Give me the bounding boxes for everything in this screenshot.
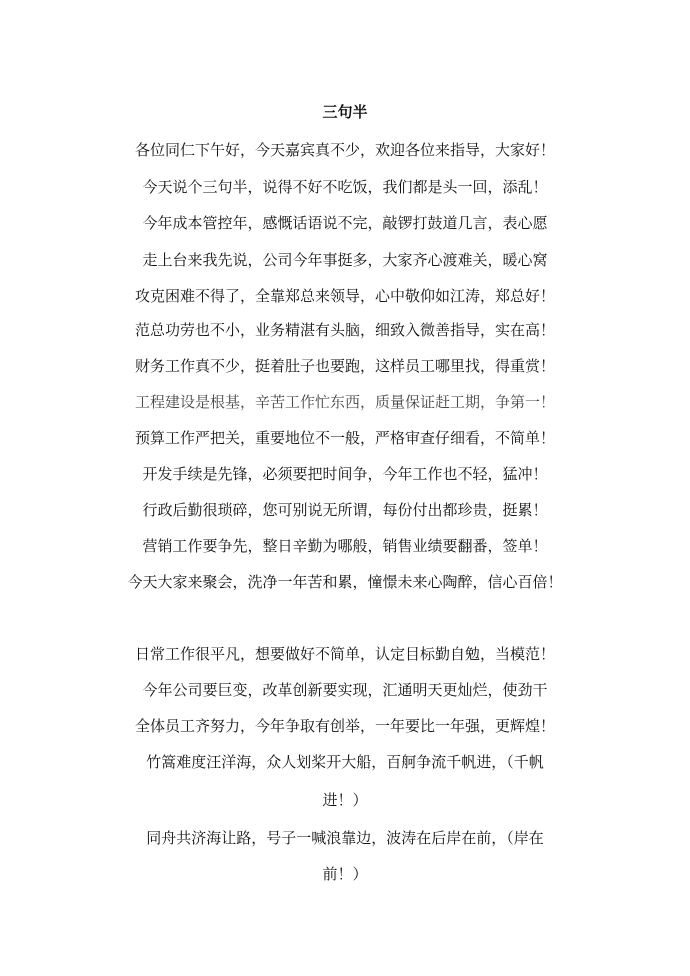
text-line: 今天大家来聚会，洗净一年苦和累，憧憬未来心陶醉，信心百倍！	[127, 573, 563, 591]
text-line: 同舟共济海让路，号子一喊浪靠边，波涛在后岸在前，（岸在	[146, 829, 544, 847]
document-title: 三句半	[322, 103, 368, 121]
text-line: 今年公司要巨变，改革创新要实现，汇通明天更灿烂，使劲干	[142, 681, 548, 699]
text-line: 全体员工齐努力，今年争取有创举，一年要比一年强，更辉煌！	[134, 717, 555, 735]
text-line: 财务工作真不少，挺着肚子也要跑，这样员工哪里找，得重赏！	[134, 357, 555, 375]
text-line: 走上台来我先说，公司今年事挺多，大家齐心渡难关，暖心窝	[142, 251, 548, 269]
text-line: 攻克困难不得了，全靠郑总来领导，心中敬仰如江涛，郑总好！	[134, 287, 555, 305]
text-line: 日常工作很平凡，想要做好不简单，认定目标勤自勉，当模范！	[134, 645, 555, 663]
text-line: 营销工作要争先，整日辛勤为哪般，销售业绩要翻番，签单！	[142, 537, 548, 555]
text-line: 今年成本管控年，感慨话语说不完，敲锣打鼓道几言，表心愿	[142, 214, 548, 232]
text-line: 行政后勤很琐碎，您可别说无所谓，每份付出都珍贵，挺累！	[142, 501, 548, 519]
text-line: 范总功劳也不小，业务精湛有头脑，细致入微善指导，实在高！	[134, 321, 555, 339]
text-line: 开发手续是先锋，必须要把时间争，今年工作也不轻，猛冲！	[142, 465, 548, 483]
text-line: 竹篙难度汪洋海，众人划桨开大船，百舸争流千帆进，（千帆	[146, 753, 544, 771]
text-line: 工程建设是根基，辛苦工作忙东西，质量保证赶工期，争第一！	[134, 393, 555, 411]
text-line: 进！）	[322, 791, 368, 809]
text-line: 今天说个三句半，说得不好不吃饭，我们都是头一回，添乱！	[142, 178, 548, 196]
text-line: 各位同仁下午好，今天嘉宾真不少，欢迎各位来指导，大家好！	[134, 141, 555, 159]
text-line: 前！）	[322, 865, 368, 883]
text-line: 预算工作严把关，重要地位不一般，严格审查仔细看，不简单！	[134, 429, 555, 447]
